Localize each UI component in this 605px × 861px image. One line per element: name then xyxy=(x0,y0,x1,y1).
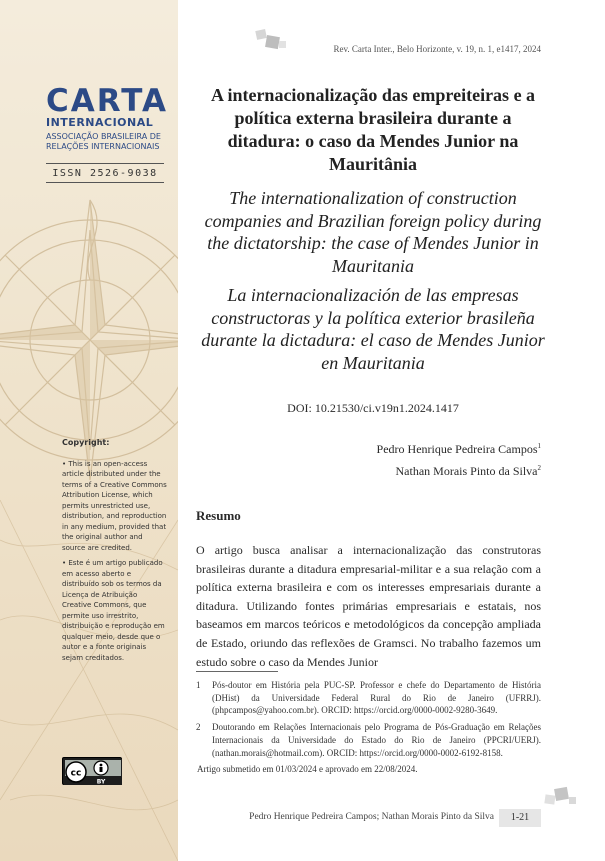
footnotes xyxy=(196,679,541,776)
by-label: BY xyxy=(96,778,106,786)
logo-association-line1: ASSOCIAÇÃO BRASILEIRA DE xyxy=(46,132,161,141)
journal-citation-header: Rev. Carta Inter., Belo Horizonte, v. 19, n. 1, e1417, 2024 xyxy=(333,44,541,54)
doi[interactable]: DOI: 10.21530/ci.v19n1.2024.1417 xyxy=(287,401,459,415)
carta-internacional-logo xyxy=(46,83,168,152)
title-spanish: La internacionalización de las empresas constructoras y la política exterior brasileña durante la dictadura: el caso de Mendes Junior en Mauritania xyxy=(201,285,545,373)
footer-authors: Pedro Henrique Pedreira Campos; Nathan Morais Pinto da Silva xyxy=(249,812,494,822)
page-number: 1-21 xyxy=(499,809,541,827)
abstract-heading: Resumo xyxy=(196,508,241,523)
copyright-heading: Copyright: xyxy=(62,438,110,447)
decorative-squares-top xyxy=(252,27,292,53)
abstract-text: O artigo busca analisar a internacionalização das construtoras brasileiras durante a ditadura empresarial-militar e a sua relação com a política externa brasileira e com os interesses empresariais durante a ditadura. Utilizando fontes primárias empresariais e estatais, nos baseamos em marcos teóricos e metodológicos da concepção ampliada de Estado, oriundo das reflexões de Gramsci. No trabalho fazemos um estudo sobre o caso da Mendes Junior xyxy=(196,543,541,669)
journal-sidebar xyxy=(0,0,178,861)
footnote: 1 Pós-doutor em História pela PUC-SP. Professor e chefe do Departamento de História (DHist) da Universidade Federal Rural do Rio de Janeiro (UFRRJ). (phpcampos@yahoo.com.br). ORCID: https://orcid.org/0000-0002-9280-3649. xyxy=(196,680,541,716)
footnote: 2 Doutorando em Relações Internacionais pelo Programa de Pós-Graduação em Relações Internacionais da Universidade do Estado do Rio de Janeiro (PPCRI/UERJ). (nathan.morais@hotmail.com). ORCID: https://orcid.org/0000-0002-6192-8158. xyxy=(196,722,541,758)
copyright-text-pt: • Este é um artigo publicado em acesso aberto e distribuído sob os termos da Licença de Atribuição Creative Commons, que permite uso irrestrito, distribuição e reprodução em qualquer meio, desde que o autor e a fonte originais sejam creditados. xyxy=(62,559,165,662)
issn: ISSN 2526-9038 xyxy=(46,163,164,183)
author: Pedro Henrique Pedreira Campos$^1$ xyxy=(376,442,541,456)
logo-subwordmark: INTERNACIONAL xyxy=(46,116,154,129)
title-portuguese: A internacionalização das empreiteiras e a política externa brasileira durante a ditadura: o caso da Mendes Junior na Mauritânia xyxy=(210,85,536,174)
decorative-squares-bottom xyxy=(541,785,581,811)
copyright-notice xyxy=(62,438,168,668)
author: Nathan Morais Pinto da Silva$^2$ xyxy=(395,464,541,478)
footnote-divider xyxy=(196,671,278,672)
article-titles xyxy=(196,84,550,374)
cc-by-license-badge[interactable] xyxy=(62,757,122,785)
copyright-text-en: • This is an open-access article distributed under the terms of a Creative Commons Attribution License, which permits unrestricted use, distribution, and reproduction in any medium, provided that the original author and source are credited. xyxy=(62,459,167,552)
logo-association-line2: RELAÇÕES INTERNACIONAIS xyxy=(46,142,160,151)
author-list xyxy=(300,437,541,481)
cc-icon-text: cc xyxy=(70,768,82,779)
logo-wordmark: CARTA xyxy=(46,83,168,119)
submission-dates: Artigo submetido em 01/03/2024 e aprovado em 22/08/2024. xyxy=(197,764,418,775)
title-english: The internationalization of construction companies and Brazilian foreign policy during the dictatorship: the case of Mendes Junior in Mauritania xyxy=(204,188,542,276)
